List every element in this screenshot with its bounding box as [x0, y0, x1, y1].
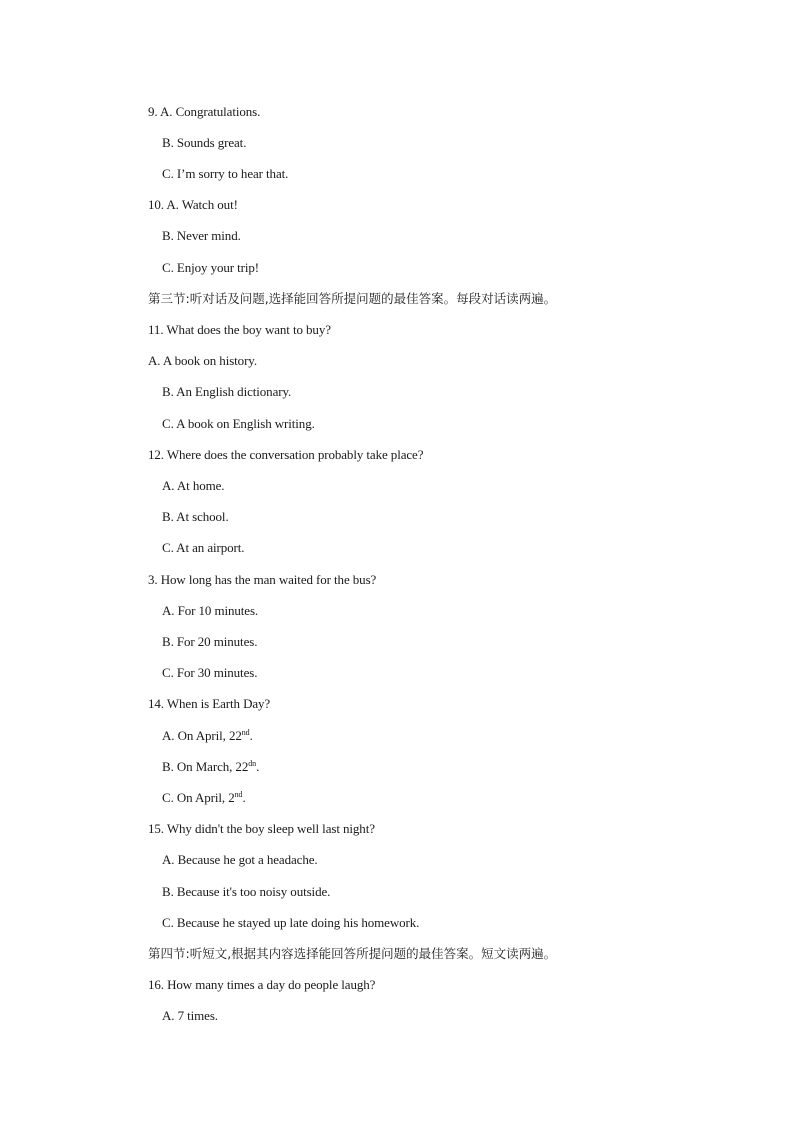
question-15-option-b: B. Because it's too noisy outside. [162, 884, 331, 899]
question-13-option-a: A. For 10 minutes. [162, 603, 259, 618]
question-15-option-c: C. Because he stayed up late doing his homework. [162, 915, 420, 930]
question-13-option-b: B. For 20 minutes. [162, 634, 258, 649]
section-3-heading: 第三节:听对话及问题,选择能回答所提问题的最佳答案。每段对话读两遍。 [148, 291, 557, 306]
question-11-option-b: B. An English dictionary. [162, 384, 292, 399]
question-10-option-a: 10. A. Watch out! [148, 197, 238, 212]
question-9-option-b: B. Sounds great. [162, 135, 247, 150]
question-15-option-a: A. Because he got a headache. [162, 852, 318, 867]
question-10-option-c: C. Enjoy your trip! [162, 260, 260, 275]
question-14-option-c: C. On April, 2nd. [162, 790, 246, 805]
question-13: 3. How long has the man waited for the bus? [148, 572, 377, 587]
section-4-heading: 第四节:听短文,根据其内容选择能回答所提问题的最佳答案。短文读两遍。 [148, 946, 557, 961]
question-16: 16. How many times a day do people laugh? [148, 977, 376, 992]
question-12-option-a: A. At home. [162, 478, 225, 493]
question-11-option-a: A. A book on history. [148, 353, 258, 368]
question-11: 11. What does the boy want to buy? [148, 322, 331, 337]
question-15: 15. Why didn't the boy sleep well last night? [148, 821, 375, 836]
question-11-option-c: C. A book on English writing. [162, 416, 315, 431]
question-12: 12. Where does the conversation probably take place? [148, 447, 424, 462]
question-14: 14. When is Earth Day? [148, 696, 271, 711]
question-13-option-c: C. For 30 minutes. [162, 665, 258, 680]
question-12-option-b: B. At school. [162, 509, 229, 524]
question-9-option-a: 9. A. Congratulations. [148, 104, 261, 119]
question-10-option-b: B. Never mind. [162, 228, 241, 243]
question-16-option-a: A. 7 times. [162, 1008, 218, 1023]
question-12-option-c: C. At an airport. [162, 540, 245, 555]
question-14-option-b: B. On March, $22^{dn}$. [162, 759, 260, 774]
question-9-option-c: C. I’m sorry to hear that. [162, 166, 289, 181]
question-14-option-a: A. On April, 22nd. [162, 728, 253, 743]
